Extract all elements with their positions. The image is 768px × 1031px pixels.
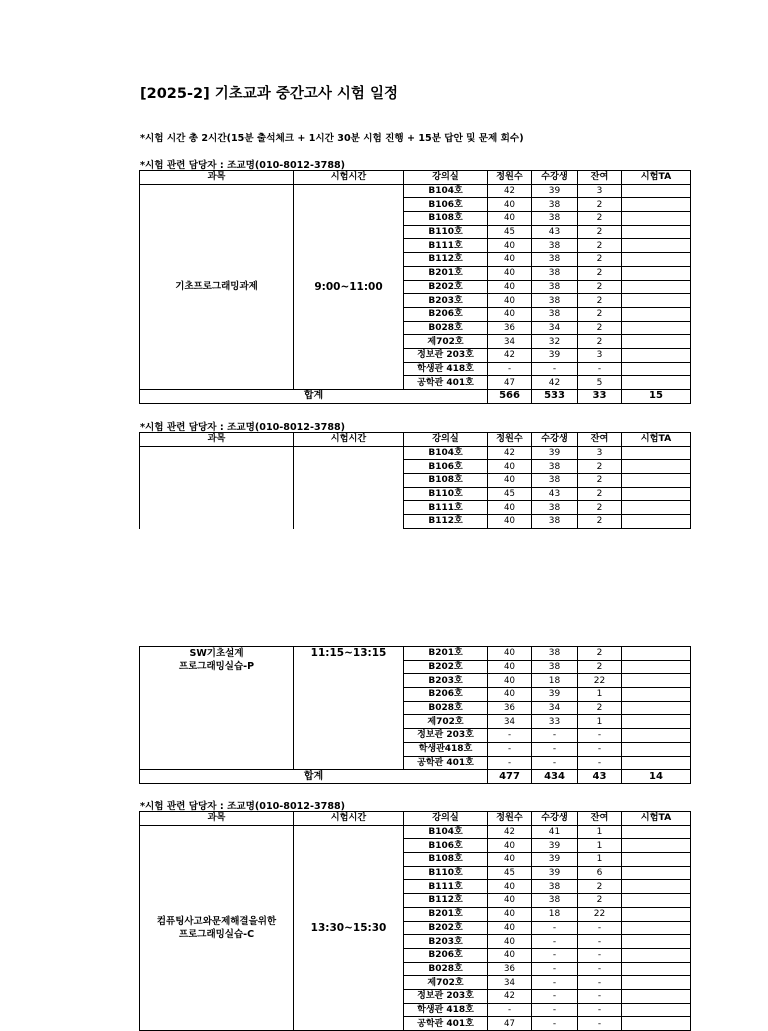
enrolled-cell: 38 [532, 660, 578, 674]
remaining-cell: - [578, 962, 622, 976]
ta-cell [622, 294, 691, 308]
capacity-cell: - [488, 1003, 532, 1017]
room-cell: B206호 [404, 307, 488, 321]
ta-cell [622, 376, 691, 390]
enrolled-cell: 39 [532, 688, 578, 702]
room-cell: B028호 [404, 321, 488, 335]
room-cell: B104호 [404, 446, 488, 460]
schedule-table-2-top [139, 432, 691, 529]
ta-cell [622, 198, 691, 212]
room-cell: B112호 [404, 894, 488, 908]
remaining-cell: - [578, 756, 622, 770]
ta-cell [622, 948, 691, 962]
table-row [140, 446, 691, 460]
capacity-cell: 40 [488, 239, 532, 253]
col-header-remaining: 잔여 [578, 171, 622, 185]
ta-cell [622, 907, 691, 921]
col-header-remaining: 잔여 [578, 433, 622, 447]
capacity-cell: - [488, 756, 532, 770]
capacity-cell: 40 [488, 280, 532, 294]
capacity-cell: - [488, 742, 532, 756]
remaining-cell: 2 [578, 894, 622, 908]
total-enrolled: 434 [532, 770, 578, 784]
remaining-cell: 1 [578, 853, 622, 867]
room-cell: B202호 [404, 280, 488, 294]
total-row [140, 390, 691, 404]
exam-time-cell [294, 446, 404, 528]
remaining-cell: 22 [578, 674, 622, 688]
ta-cell [622, 253, 691, 267]
capacity-cell: 34 [488, 715, 532, 729]
ta-cell [622, 962, 691, 976]
ta-cell [622, 976, 691, 990]
ta-cell [622, 1003, 691, 1017]
capacity-cell: 47 [488, 376, 532, 390]
room-cell: B110호 [404, 866, 488, 880]
room-cell: 정보관 203호 [404, 348, 488, 362]
schedule-table-2-bottom [139, 646, 691, 784]
ta-cell [622, 935, 691, 949]
enrolled-cell: 39 [532, 839, 578, 853]
col-header-capacity: 정원수 [488, 433, 532, 447]
room-cell: B206호 [404, 688, 488, 702]
enrolled-cell: 18 [532, 674, 578, 688]
capacity-cell: 40 [488, 266, 532, 280]
remaining-cell: 2 [578, 701, 622, 715]
total-remaining: 43 [578, 770, 622, 784]
col-header-enrolled: 수강생 [532, 433, 578, 447]
remaining-cell: - [578, 976, 622, 990]
capacity-cell: 34 [488, 976, 532, 990]
capacity-cell: 45 [488, 225, 532, 239]
col-header-remaining: 잔여 [578, 812, 622, 826]
remaining-cell: 2 [578, 266, 622, 280]
remaining-cell: - [578, 948, 622, 962]
remaining-cell: 2 [578, 647, 622, 661]
ta-cell [622, 266, 691, 280]
ta-cell [622, 729, 691, 743]
enrolled-cell: 38 [532, 515, 578, 529]
ta-cell [622, 446, 691, 460]
capacity-cell: 40 [488, 474, 532, 488]
ta-cell [622, 474, 691, 488]
room-cell: 정보관 203호 [404, 989, 488, 1003]
room-cell: 학생관418호 [404, 742, 488, 756]
room-cell: 정보관 203호 [404, 729, 488, 743]
room-cell: B111호 [404, 239, 488, 253]
capacity-cell: 40 [488, 921, 532, 935]
page-break-line-mid [293, 516, 294, 529]
remaining-cell: 2 [578, 307, 622, 321]
enrolled-cell: 38 [532, 253, 578, 267]
col-header-ta: 시험TA [622, 171, 691, 185]
capacity-cell: 40 [488, 460, 532, 474]
room-cell: B110호 [404, 225, 488, 239]
room-cell: B201호 [404, 266, 488, 280]
capacity-cell: 40 [488, 198, 532, 212]
col-header-subject: 과목 [140, 812, 294, 826]
col-header-room: 강의실 [404, 433, 488, 447]
ta-cell [622, 212, 691, 226]
ta-cell [622, 225, 691, 239]
remaining-cell: 1 [578, 839, 622, 853]
remaining-cell: 1 [578, 715, 622, 729]
subject-cell: 컴퓨팅사고와문제해결을위한 프로그래밍실습-C [140, 825, 294, 1030]
capacity-cell: 42 [488, 348, 532, 362]
room-cell: B112호 [404, 253, 488, 267]
enrolled-cell: - [532, 921, 578, 935]
enrolled-cell: 38 [532, 894, 578, 908]
room-cell: B112호 [404, 515, 488, 529]
enrolled-cell: - [532, 362, 578, 376]
enrolled-cell: 41 [532, 825, 578, 839]
room-cell: B201호 [404, 907, 488, 921]
ta-cell [622, 674, 691, 688]
remaining-cell: 2 [578, 515, 622, 529]
total-label: 합계 [140, 770, 488, 784]
room-cell: 제702호 [404, 715, 488, 729]
enrolled-cell: 38 [532, 212, 578, 226]
enrolled-cell: - [532, 1017, 578, 1031]
enrolled-cell: 18 [532, 907, 578, 921]
remaining-cell: 2 [578, 253, 622, 267]
remaining-cell: 3 [578, 446, 622, 460]
room-cell: B108호 [404, 853, 488, 867]
capacity-cell: - [488, 362, 532, 376]
col-header-room: 강의실 [404, 171, 488, 185]
room-cell: 공학관 401호 [404, 376, 488, 390]
ta-cell [622, 742, 691, 756]
ta-cell [622, 348, 691, 362]
enrolled-cell: 39 [532, 348, 578, 362]
ta-cell [622, 880, 691, 894]
page-break-line-mid2 [403, 516, 404, 529]
enrolled-cell: - [532, 976, 578, 990]
room-cell: B203호 [404, 674, 488, 688]
room-cell: B108호 [404, 212, 488, 226]
capacity-cell: 40 [488, 253, 532, 267]
remaining-cell: 2 [578, 280, 622, 294]
ta-cell [622, 839, 691, 853]
ta-cell [622, 715, 691, 729]
ta-cell [622, 989, 691, 1003]
table-header-row [140, 812, 691, 826]
room-cell: B106호 [404, 839, 488, 853]
ta-cell [622, 501, 691, 515]
schedule-table-3 [139, 811, 691, 1031]
ta-cell [622, 688, 691, 702]
room-cell: B108호 [404, 474, 488, 488]
capacity-cell: 42 [488, 989, 532, 1003]
col-header-subject: 과목 [140, 433, 294, 447]
remaining-cell: 2 [578, 660, 622, 674]
enrolled-cell: 38 [532, 460, 578, 474]
enrolled-cell: 39 [532, 446, 578, 460]
remaining-cell: 2 [578, 198, 622, 212]
page-break-line-left [139, 516, 140, 529]
capacity-cell: 42 [488, 825, 532, 839]
schedule-table-1 [139, 170, 691, 404]
remaining-cell: 2 [578, 239, 622, 253]
col-header-ta: 시험TA [622, 812, 691, 826]
remaining-cell: 2 [578, 474, 622, 488]
col-header-enrolled: 수강생 [532, 812, 578, 826]
enrolled-cell: 39 [532, 866, 578, 880]
remaining-cell: 3 [578, 184, 622, 198]
enrolled-cell: 33 [532, 715, 578, 729]
enrolled-cell: 38 [532, 307, 578, 321]
room-cell: 제702호 [404, 976, 488, 990]
room-cell: B202호 [404, 921, 488, 935]
remaining-cell: - [578, 1017, 622, 1031]
exam-time-note: *시험 시간 총 2시간(15분 출석체크 + 1시간 30분 시험 진행 + 15분 답안 및 문제 회수) [140, 133, 524, 144]
remaining-cell: 2 [578, 335, 622, 349]
remaining-cell: - [578, 362, 622, 376]
col-header-capacity: 정원수 [488, 171, 532, 185]
table-row [140, 647, 691, 661]
total-capacity: 566 [488, 390, 532, 404]
enrolled-cell: - [532, 729, 578, 743]
ta-cell [622, 335, 691, 349]
capacity-cell: 40 [488, 515, 532, 529]
remaining-cell: 2 [578, 880, 622, 894]
ta-cell [622, 825, 691, 839]
enrolled-cell: 38 [532, 501, 578, 515]
capacity-cell: 40 [488, 853, 532, 867]
capacity-cell: 40 [488, 907, 532, 921]
enrolled-cell: - [532, 742, 578, 756]
room-cell: B106호 [404, 460, 488, 474]
ta-cell [622, 866, 691, 880]
enrolled-cell: - [532, 1003, 578, 1017]
remaining-cell: 22 [578, 907, 622, 921]
document-title: [2025-2] 기초교과 중간고사 시험 일정 [140, 86, 398, 102]
total-ta: 15 [622, 390, 691, 404]
capacity-cell: 40 [488, 660, 532, 674]
ta-cell [622, 239, 691, 253]
enrolled-cell: 38 [532, 280, 578, 294]
ta-cell [622, 647, 691, 661]
enrolled-cell: 34 [532, 701, 578, 715]
room-cell: B206호 [404, 948, 488, 962]
remaining-cell: - [578, 729, 622, 743]
remaining-cell: - [578, 742, 622, 756]
remaining-cell: 6 [578, 866, 622, 880]
enrolled-cell: 38 [532, 294, 578, 308]
col-header-subject: 과목 [140, 171, 294, 185]
remaining-cell: 2 [578, 321, 622, 335]
room-cell: B106호 [404, 198, 488, 212]
ta-cell [622, 321, 691, 335]
ta-cell [622, 894, 691, 908]
room-cell: 제702호 [404, 335, 488, 349]
col-header-enrolled: 수강생 [532, 171, 578, 185]
section-2-contact-note: *시험 관련 담당자 : 조교명(010-8012-3788) [140, 422, 346, 433]
ta-cell [622, 280, 691, 294]
enrolled-cell: 38 [532, 880, 578, 894]
total-enrolled: 533 [532, 390, 578, 404]
total-remaining: 33 [578, 390, 622, 404]
table-header-row [140, 433, 691, 447]
enrolled-cell: 39 [532, 853, 578, 867]
col-header-room: 강의실 [404, 812, 488, 826]
enrolled-cell: 43 [532, 225, 578, 239]
enrolled-cell: 38 [532, 647, 578, 661]
remaining-cell: 5 [578, 376, 622, 390]
enrolled-cell: 38 [532, 239, 578, 253]
total-ta: 14 [622, 770, 691, 784]
enrolled-cell: - [532, 756, 578, 770]
room-cell: 학생관 418호 [404, 362, 488, 376]
col-header-ta: 시험TA [622, 433, 691, 447]
enrolled-cell: 34 [532, 321, 578, 335]
enrolled-cell: 38 [532, 474, 578, 488]
remaining-cell: - [578, 1003, 622, 1017]
room-cell: B201호 [404, 647, 488, 661]
enrolled-cell: - [532, 962, 578, 976]
capacity-cell: 40 [488, 880, 532, 894]
remaining-cell: - [578, 935, 622, 949]
capacity-cell: 40 [488, 674, 532, 688]
remaining-cell: 2 [578, 212, 622, 226]
subject-cell: SW기초설계 프로그래밍실습-P [140, 647, 294, 770]
remaining-cell: 2 [578, 487, 622, 501]
remaining-cell: - [578, 989, 622, 1003]
capacity-cell: 42 [488, 184, 532, 198]
section-1-contact-note: *시험 관련 담당자 : 조교명(010-8012-3788) [140, 160, 346, 171]
capacity-cell: 40 [488, 688, 532, 702]
ta-cell [622, 853, 691, 867]
total-label: 합계 [140, 390, 488, 404]
ta-cell [622, 184, 691, 198]
capacity-cell: 40 [488, 935, 532, 949]
exam-time-cell: 13:30~15:30 [294, 825, 404, 1030]
ta-cell [622, 362, 691, 376]
capacity-cell: 36 [488, 701, 532, 715]
capacity-cell: 40 [488, 839, 532, 853]
room-cell: B111호 [404, 501, 488, 515]
enrolled-cell: 38 [532, 198, 578, 212]
ta-cell [622, 921, 691, 935]
capacity-cell: 40 [488, 948, 532, 962]
remaining-cell: 2 [578, 460, 622, 474]
col-header-time: 시험시간 [294, 171, 404, 185]
capacity-cell: 40 [488, 501, 532, 515]
ta-cell [622, 660, 691, 674]
enrolled-cell: - [532, 948, 578, 962]
capacity-cell: 45 [488, 487, 532, 501]
ta-cell [622, 756, 691, 770]
remaining-cell: 2 [578, 294, 622, 308]
exam-time-cell: 11:15~13:15 [294, 647, 404, 770]
capacity-cell: 34 [488, 335, 532, 349]
enrolled-cell: - [532, 935, 578, 949]
room-cell: B028호 [404, 962, 488, 976]
remaining-cell: 2 [578, 225, 622, 239]
ta-cell [622, 701, 691, 715]
room-cell: B203호 [404, 294, 488, 308]
enrolled-cell: - [532, 989, 578, 1003]
table-row [140, 184, 691, 198]
room-cell: 공학관 401호 [404, 1017, 488, 1031]
ta-cell [622, 515, 691, 529]
room-cell: B110호 [404, 487, 488, 501]
capacity-cell: 40 [488, 307, 532, 321]
ta-cell [622, 460, 691, 474]
total-capacity: 477 [488, 770, 532, 784]
enrolled-cell: 43 [532, 487, 578, 501]
col-header-capacity: 정원수 [488, 812, 532, 826]
room-cell: B202호 [404, 660, 488, 674]
subject-cell: 기초프로그래밍과제 [140, 184, 294, 389]
remaining-cell: 1 [578, 825, 622, 839]
capacity-cell: 36 [488, 321, 532, 335]
room-cell: B203호 [404, 935, 488, 949]
capacity-cell: 40 [488, 294, 532, 308]
remaining-cell: 2 [578, 501, 622, 515]
remaining-cell: - [578, 921, 622, 935]
capacity-cell: 47 [488, 1017, 532, 1031]
room-cell: 공학관 401호 [404, 756, 488, 770]
capacity-cell: 40 [488, 647, 532, 661]
capacity-cell: 42 [488, 446, 532, 460]
remaining-cell: 3 [578, 348, 622, 362]
col-header-time: 시험시간 [294, 812, 404, 826]
capacity-cell: 40 [488, 894, 532, 908]
enrolled-cell: 38 [532, 266, 578, 280]
col-header-time: 시험시간 [294, 433, 404, 447]
enrolled-cell: 32 [532, 335, 578, 349]
capacity-cell: 36 [488, 962, 532, 976]
room-cell: B111호 [404, 880, 488, 894]
enrolled-cell: 39 [532, 184, 578, 198]
section-3-contact-note: *시험 관련 담당자 : 조교명(010-8012-3788) [140, 801, 346, 812]
table-row [140, 825, 691, 839]
remaining-cell: 1 [578, 688, 622, 702]
room-cell: B028호 [404, 701, 488, 715]
room-cell: B104호 [404, 184, 488, 198]
ta-cell [622, 487, 691, 501]
capacity-cell: 45 [488, 866, 532, 880]
total-row [140, 770, 691, 784]
subject-cell [140, 446, 294, 528]
ta-cell [622, 307, 691, 321]
table-header-row [140, 171, 691, 185]
room-cell: 학생관 418호 [404, 1003, 488, 1017]
room-cell: B104호 [404, 825, 488, 839]
capacity-cell: 40 [488, 212, 532, 226]
enrolled-cell: 42 [532, 376, 578, 390]
exam-time-cell: 9:00~11:00 [294, 184, 404, 389]
capacity-cell: - [488, 729, 532, 743]
